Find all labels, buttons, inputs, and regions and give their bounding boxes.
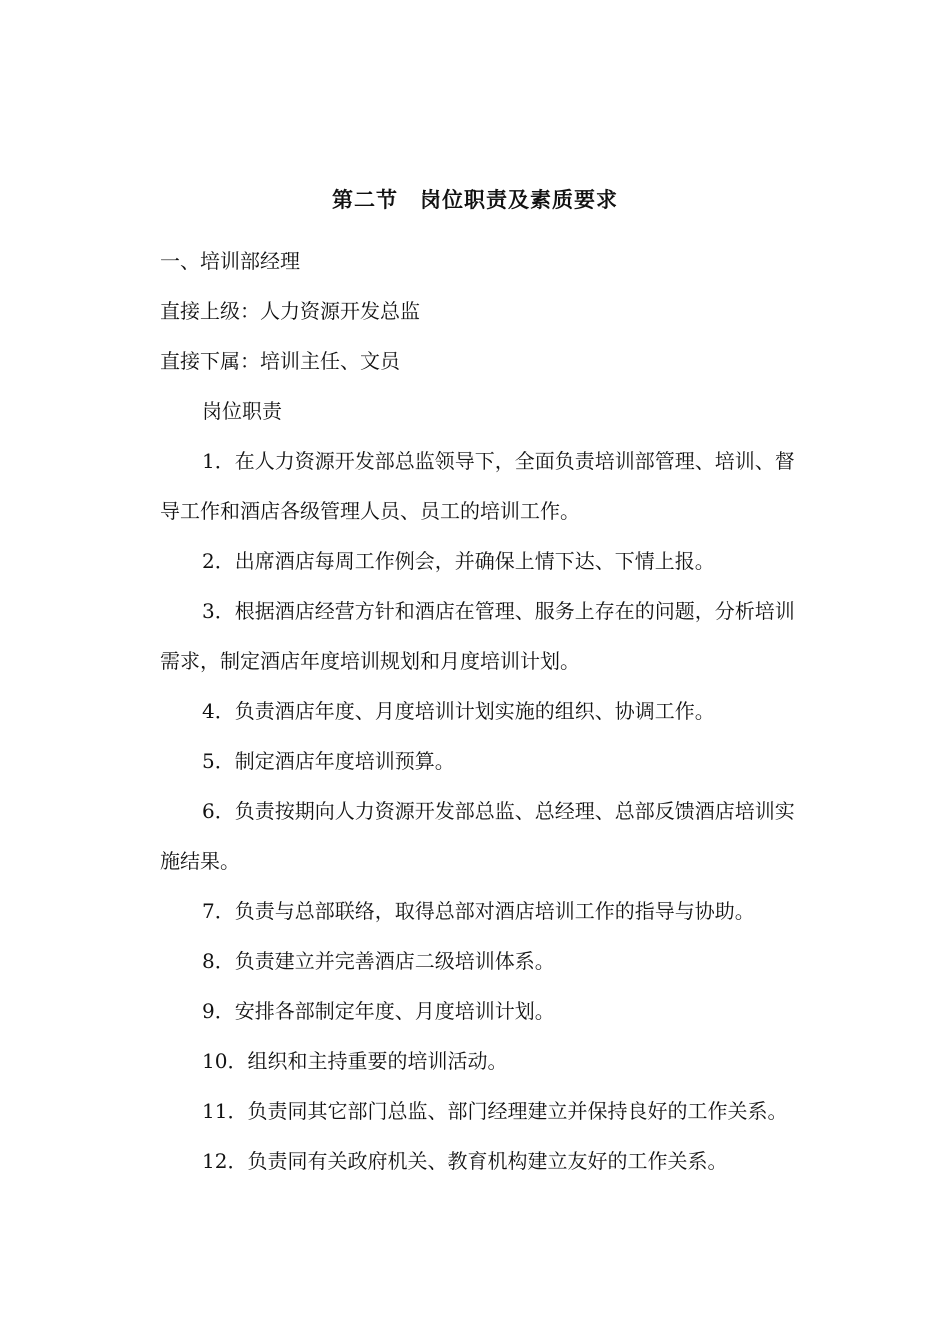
duty-item: 6．负责按期向人力资源开发部总监、总经理、总部反馈酒店培训实施结果。 <box>160 799 795 873</box>
document-title: 第二节 岗位职责及素质要求 <box>332 187 618 212</box>
duty-item: 3．根据酒店经营方针和酒店在管理、服务上存在的问题，分析培训需求，制定酒店年度培训规划和月度培训计划。 <box>160 599 795 673</box>
duty-item: 10．组织和主持重要的培训活动。 <box>202 1049 508 1073</box>
document-body <box>160 236 810 1186</box>
duty-item: 4．负责酒店年度、月度培训计划实施的组织、协调工作。 <box>202 699 715 723</box>
direct-superior: 直接上级：人力资源开发总监 <box>160 299 420 323</box>
duty-item: 12．负责同有关政府机关、教育机构建立友好的工作关系。 <box>202 1149 728 1173</box>
duty-item: 2．出席酒店每周工作例会，并确保上情下达、下情上报。 <box>202 549 715 573</box>
duty-item: 9．安排各部制定年度、月度培训计划。 <box>202 999 555 1023</box>
duty-item: 7．负责与总部联络，取得总部对酒店培训工作的指导与协助。 <box>202 899 755 923</box>
duty-item: 8．负责建立并完善酒店二级培训体系。 <box>202 949 555 973</box>
duty-item: 1．在人力资源开发部总监领导下，全面负责培训部管理、培训、督导工作和酒店各级管理人员、员工的培训工作。 <box>160 449 795 523</box>
duty-item: 5．制定酒店年度培训预算。 <box>202 749 455 773</box>
section-heading: 一、培训部经理 <box>160 249 300 273</box>
duty-item: 11．负责同其它部门总监、部门经理建立并保持良好的工作关系。 <box>202 1099 788 1123</box>
duties-heading: 岗位职责 <box>202 399 282 423</box>
direct-subordinates: 直接下属：培训主任、文员 <box>160 349 400 373</box>
